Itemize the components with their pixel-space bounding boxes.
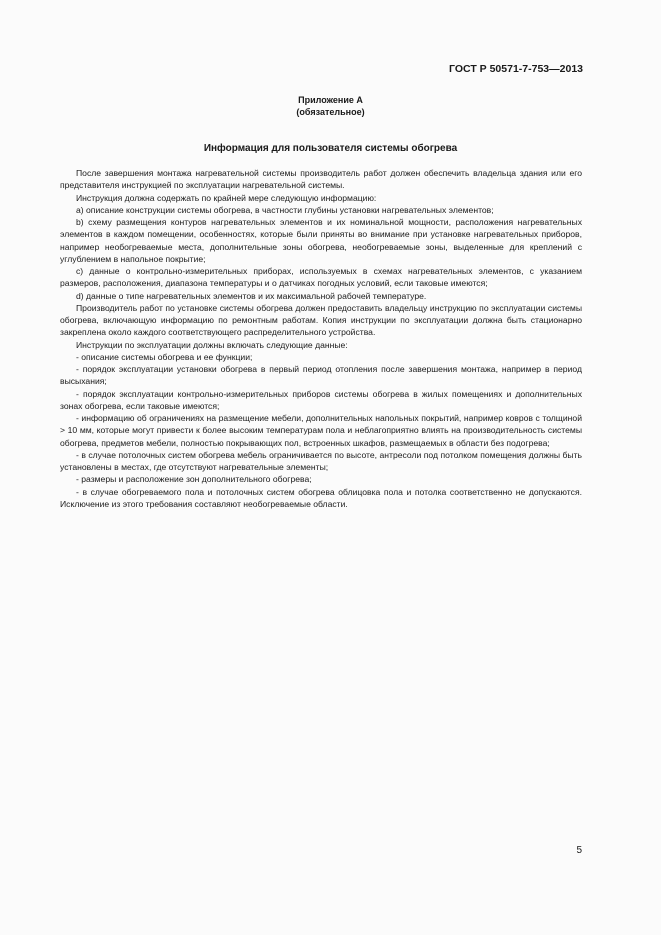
body-text — [60, 167, 582, 510]
list-item: - порядок эксплуатации контрольно-измерительных приборов системы обогрева в жилых помещениях и дополнительных зонах обогрева, если таковые имеются; — [60, 388, 582, 411]
paragraph: Инструкции по эксплуатации должны включать следующие данные: — [76, 339, 348, 350]
paragraph: Производитель работ по установке системы обогрева должен предоставить владельцу инструкцию по эксплуатации системы обогрева, включающую информацию по ремонтным работам. Копия инструкции по эксплуатации должна быть стационарно закреплена около каждого соответствующего распределительного устройства. — [60, 302, 582, 338]
paragraph: После завершения монтажа нагревательной системы производитель работ должен обеспечить владельца здания или его представителя инструкцией по эксплуатации нагревательной системы. — [60, 168, 582, 191]
list-item: - в случае потолочных систем обогрева мебель ограничивается по высоте, антресоли под потолком помещения должны быть установлены в местах, где отсутствуют нагревательные элементы; — [60, 449, 582, 472]
list-item: а) описание конструкции системы обогрева, в частности глубины установки нагревательных элементов; — [76, 204, 494, 215]
list-item: - информацию об ограничениях на размещение мебели, дополнительных напольных покрытий, например ковров с толщиной > 10 мм, которые могут привести к более высоким температурам пола и неблагоприятно влиять на производительность системы обогрева, предметов мебели, полностью покрывающих пол, встроенных шкафов, размещаемых в области без подогрева; — [60, 413, 582, 448]
list-item: - порядок эксплуатации установки обогрева в первый период отопления после завершения монтажа, например в период высыхания; — [60, 364, 582, 387]
list-item: - описание системы обогрева и ее функции; — [76, 351, 253, 362]
list-item: d) данные о типе нагревательных элементов и их максимальной рабочей температуре. — [76, 290, 427, 301]
list-item: - в случае обогреваемого пола и потолочных систем обогрева облицовка пола и потолка соответственно не допускаются. Исключение из этого требования составляют необогреваемые области. — [60, 486, 582, 509]
annex-subtitle: (обязательное) — [296, 107, 365, 117]
section-title: Информация для пользователя системы обогрева — [203, 143, 458, 154]
page-number: 5 — [576, 845, 582, 856]
annex-title: Приложение А — [298, 95, 363, 105]
list-item: b) схему размещения контуров нагревательных элементов и их номинальной мощности, расположения нагревательных элементов в каждом помещении, особенностях, которые были приняты во внимание при установке нагревательных приборов, например необогреваемые места, дополнительные зоны обогрева, необогреваемые зоны, выделенные для креплений с углублением в напольное покрытие; — [60, 217, 582, 264]
paragraph: Инструкция должна содержать по крайней мере следующую информацию: — [76, 192, 377, 203]
list-item: - размеры и расположение зон дополнительного обогрева; — [76, 474, 312, 485]
document-id: ГОСТ Р 50571-7-753—2013 — [449, 63, 583, 75]
annex-heading — [0, 94, 661, 118]
list-item: c) данные о контрольно-измерительных приборах, используемых в схемах нагревательных элементов, с указанием размеров, расположения, диапазона температуры и о датчиках погодных условий, если таковые имеются; — [60, 266, 582, 289]
